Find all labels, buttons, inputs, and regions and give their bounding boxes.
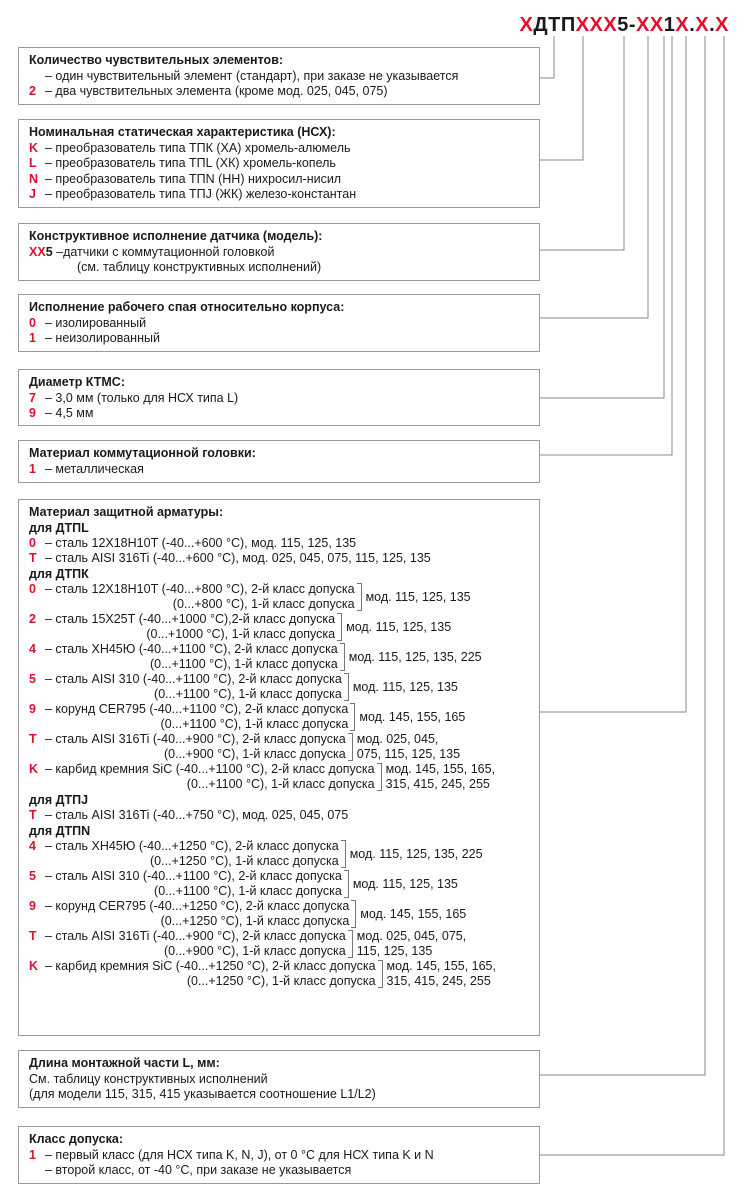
option-text: (0...+1250 °С), 1-й класс допуска — [186, 974, 376, 988]
model-text: –датчики с коммутационной головкой — [56, 244, 275, 259]
option-code: K — [29, 762, 39, 776]
option-text: – карбид кремния SiC (-40...+1250 °С), 2-й класс допуска — [45, 959, 376, 973]
model-code-red: ХХ — [29, 244, 46, 259]
code-seg-7: 1 — [663, 14, 676, 36]
list-item — [29, 672, 529, 702]
option-text: – сталь AISI 310 (-40...+1100 °С), 2-й класс допуска — [45, 672, 342, 686]
option-text: – первый класс (для НСХ типа K, N, J), от 0 °С для НСХ типа K и N — [45, 1147, 434, 1162]
box-title: Материал коммутационной головки: — [29, 446, 256, 460]
option-text: – изолированный — [45, 315, 147, 330]
option-text: – сталь ХН45Ю (-40...+1250 °С), 2-й класс допуска — [45, 839, 339, 853]
model-list: мод. 145, 155, 165, — [385, 762, 496, 776]
box-title: Материал защитной арматуры: — [29, 505, 224, 519]
option-text: (0...+900 °С), 1-й класс допуска — [163, 944, 346, 958]
option-text: – металлическая — [45, 461, 144, 476]
option-code: 5 — [29, 672, 36, 686]
option-code: 5 — [29, 869, 36, 883]
model-list: мод. 145, 155, 165 — [360, 906, 467, 921]
model-list: мод. 145, 155, 165 — [359, 709, 466, 724]
box-diameter — [18, 369, 540, 426]
list-item — [29, 869, 529, 899]
model-list: мод. 025, 045, — [356, 732, 439, 746]
line-b4 — [540, 36, 648, 318]
model-list: мод. 115, 125, 135 — [365, 589, 471, 604]
model-list: 115, 125, 135 — [356, 944, 433, 958]
length-note: (для модели 115, 315, 415 указывается соотношение L1/L2) — [29, 1087, 376, 1101]
model-list: 315, 415, 245, 255 — [385, 777, 490, 791]
list-item — [29, 732, 529, 762]
option-text: – один чувствительный элемент (стандарт), при заказе не указывается — [45, 68, 459, 83]
model-list: мод. 145, 155, 165, — [386, 959, 496, 973]
code-seg-2: ДТП — [533, 14, 576, 36]
line-b6 — [540, 36, 672, 455]
group-dtpk: для ДТПК — [29, 567, 89, 581]
list-item — [29, 762, 529, 792]
option-code: 4 — [29, 642, 36, 656]
model-list: 315, 415, 245, 255 — [386, 974, 491, 988]
option-code: K — [29, 959, 39, 973]
option-code: T — [29, 551, 37, 565]
model-list: мод. 115, 125, 135 — [346, 619, 452, 634]
group-dtpn: для ДТПN — [29, 824, 91, 838]
option-text: – преобразователь типа ТПК (ХА) хромель-алюмель — [45, 140, 351, 155]
option-text: – сталь 12Х18Н10Т (-40...+600 °С), мод. 115, 125, 135 — [45, 536, 357, 550]
option-text: – 3,0 мм (только для НСХ типа L) — [45, 390, 239, 405]
model-list: мод. 115, 125, 135, 225 — [349, 846, 483, 861]
option-text: (0...+1000 °С), 1-й класс допуска — [146, 627, 336, 641]
option-code: J — [29, 187, 36, 201]
option-text: – преобразователь типа ТПL (ХК) хромель-копель — [45, 156, 336, 170]
group-dtpl: для ДТПL — [29, 521, 89, 535]
option-text: – сталь AISI 316Ti (-40...+900 °С), 2-й класс допуска — [45, 732, 346, 746]
option-text: – сталь 15Х25Т (-40...+1000 °С),2-й класс допуска — [45, 612, 336, 626]
group-dtpj: для ДТПJ — [29, 793, 89, 807]
option-text: (0...+1100 °С), 1-й класс допуска — [154, 687, 342, 701]
box-length — [18, 1050, 540, 1108]
option-text: (0...+1100 °С), 1-й класс допуска — [149, 657, 338, 671]
option-code: 0 — [29, 582, 36, 596]
line-b5 — [540, 36, 664, 398]
list-item — [29, 839, 529, 869]
option-text: – преобразователь типа ТПJ (ЖК) железо-константан — [45, 187, 357, 201]
box-armature — [18, 499, 540, 1036]
option-text: – сталь AISI 316Ti (-40...+900 °С), 2-й класс допуска — [45, 929, 346, 943]
model-list: мод. 115, 125, 135 — [352, 679, 458, 694]
box-title: Длина монтажной части L, мм: — [29, 1056, 220, 1070]
option-code: 0 — [29, 536, 36, 550]
option-code: 1 — [29, 331, 36, 345]
option-code: 4 — [29, 839, 36, 853]
option-code: 9 — [29, 899, 36, 913]
option-text: – сталь 12Х18Н10Т (-40...+800 °С), 2-й класс допуска — [45, 582, 355, 596]
list-item — [29, 929, 529, 959]
option-code: 2 — [29, 84, 36, 98]
box-nsh — [18, 119, 540, 208]
code-seg-3: ХХХ — [575, 14, 618, 36]
code-seg-6: ХХ — [636, 14, 664, 36]
option-text: (0...+1250 °С), 1-й класс допуска — [149, 854, 339, 868]
line-b2 — [540, 36, 583, 160]
model-list: мод. 115, 125, 135, 225 — [348, 649, 482, 664]
option-code: T — [29, 808, 37, 822]
code-seg-11: . — [709, 14, 716, 36]
option-text: – корунд CER795 (-40...+1100 °С), 2-й класс допуска — [45, 702, 349, 716]
box-head-material — [18, 440, 540, 483]
box-title: Диаметр КТМС: — [29, 375, 125, 389]
option-text: – сталь AISI 310 (-40...+1100 °С), 2-й класс допуска — [45, 869, 342, 883]
line-b8 — [540, 36, 705, 1075]
box-sensor-count — [18, 47, 540, 105]
code-seg-9: . — [689, 14, 696, 36]
option-text: – карбид кремния SiC (-40...+1100 °С), 2-й класс допуска — [45, 762, 375, 776]
code-seg-1: Х — [519, 14, 534, 36]
box-title: Номинальная статическая характеристика (НСХ): — [29, 125, 336, 139]
option-code: T — [29, 732, 37, 746]
box-title: Класс допуска: — [29, 1132, 123, 1146]
list-item — [29, 899, 529, 929]
option-text: – корунд CER795 (-40...+1250 °С), 2-й класс допуска — [45, 899, 350, 913]
option-code: 9 — [29, 702, 36, 716]
code-seg-5: - — [628, 14, 637, 36]
option-text: (0...+800 °С), 1-й класс допуска — [172, 597, 355, 611]
code-seg-4: 5 — [617, 14, 629, 36]
option-text: – неизолированный — [45, 331, 160, 345]
option-text: – сталь AISI 316Ti (-40...+600 °С), мод. 025, 045, 075, 115, 125, 135 — [45, 551, 431, 565]
option-code: 1 — [29, 1147, 36, 1162]
option-code: L — [29, 156, 37, 170]
line-b9 — [540, 36, 724, 1155]
code-seg-12: Х — [715, 14, 729, 36]
option-code: 2 — [29, 612, 36, 626]
line-b1 — [540, 36, 554, 78]
code-seg-8: Х — [675, 14, 690, 36]
option-code: 0 — [29, 315, 36, 330]
option-text: – 4,5 мм — [45, 406, 94, 420]
option-text: (0...+1100 °С), 1-й класс допуска — [154, 884, 342, 898]
list-item — [29, 642, 529, 672]
code-seg-10: Х — [695, 14, 710, 36]
model-list: мод. 115, 125, 135 — [352, 876, 458, 891]
box-title: Конструктивное исполнение датчика (модель): — [29, 229, 323, 243]
option-text: (0...+1100 °С), 1-й класс допуска — [186, 777, 375, 791]
option-text: (0...+1100 °С), 1-й класс допуска — [160, 717, 349, 731]
box-tolerance-class — [18, 1126, 540, 1184]
option-code: 9 — [29, 406, 36, 420]
option-code: 7 — [29, 390, 36, 405]
box-title: Количество чувствительных элементов: — [29, 53, 284, 67]
list-item — [29, 612, 529, 642]
option-text: – два чувствительных элемента (кроме мод. 025, 045, 075) — [45, 84, 388, 98]
model-note: (см. таблицу конструктивных исполнений) — [77, 260, 322, 274]
option-text: – второй класс, от -40 °С, при заказе не указывается — [45, 1163, 352, 1177]
option-text: (0...+900 °С), 1-й класс допуска — [163, 747, 346, 761]
line-b3 — [540, 36, 624, 250]
box-junction — [18, 294, 540, 352]
option-code: T — [29, 929, 37, 943]
option-code: K — [29, 140, 39, 155]
model-list: мод. 025, 045, 075, — [356, 929, 467, 943]
model-list: 075, 115, 125, 135 — [356, 747, 461, 761]
option-text: (0...+1250 °С), 1-й класс допуска — [160, 914, 350, 928]
box-model — [18, 223, 540, 281]
list-item — [29, 702, 529, 732]
list-item — [29, 959, 529, 989]
length-text: См. таблицу конструктивных исполнений — [29, 1071, 268, 1086]
option-text: – преобразователь типа ТПN (НН) нихросил-нисил — [45, 171, 342, 186]
box-title: Исполнение рабочего спая относительно корпуса: — [29, 300, 345, 314]
model-code-black: 5 — [45, 244, 53, 259]
option-code: 1 — [29, 461, 36, 476]
option-text: – сталь AISI 316Ti (-40...+750 °С), мод. 025, 045, 075 — [45, 808, 349, 822]
option-code: N — [29, 171, 39, 186]
list-item — [29, 582, 529, 612]
option-text: – сталь ХН45Ю (-40...+1100 °С), 2-й класс допуска — [45, 642, 338, 656]
